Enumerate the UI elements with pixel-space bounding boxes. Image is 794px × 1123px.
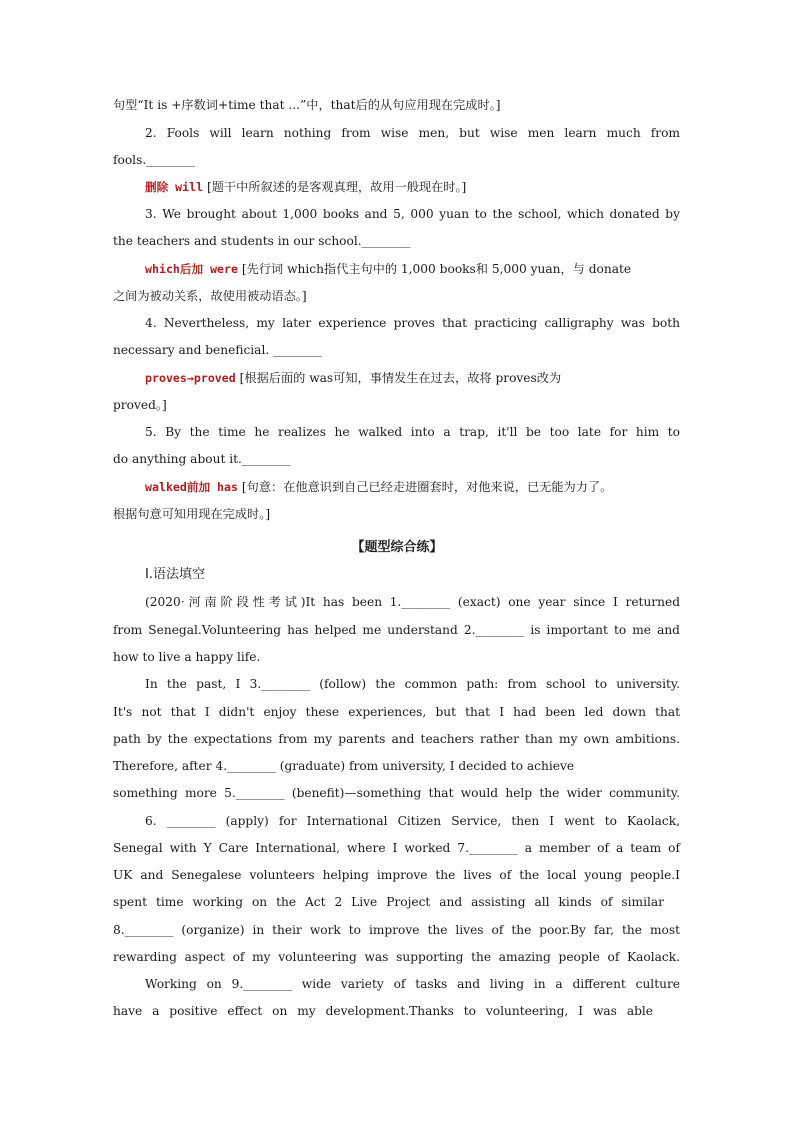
- passage-line: spent time working on the Act 2 Live Project and assisting all kinds of similar: [113, 895, 664, 909]
- answer-3-line: [145, 259, 631, 279]
- question-3-line: the teachers and students in our school.________: [113, 234, 411, 248]
- passage-line: 8.________ (organize) in their work to improve the lives of the poor.By far, the most: [113, 923, 680, 937]
- explanation-5-line: 根据句意可知用现在完成时。]: [113, 507, 271, 521]
- question-4-line: 4. Nevertheless, my later experience proves that practicing calligraphy was both: [145, 316, 680, 330]
- question-2-line: fools.________: [113, 153, 195, 167]
- question-5-line: do anything about it.________: [113, 452, 291, 466]
- answer-5-line: [145, 477, 612, 497]
- passage-line: UK and Senegalese volunteers helping improve the lives of the local young people.I: [113, 868, 680, 882]
- passage-line: have a positive effect on my development.Thanks to volunteering, I was able: [113, 1004, 653, 1018]
- answer-2-line: [145, 177, 466, 197]
- explanation-3: [先行词 which指代主句中的 1,000 books和 5,000 yuan，与 donate: [241, 262, 632, 276]
- answer-4-line: [145, 368, 561, 388]
- passage-line: Therefore, after 4.________ (graduate) from university, I decided to achieve: [113, 759, 575, 773]
- explanation-4: [根据后面的 was可知，事情发生在过去，故将 proves改为: [239, 371, 562, 385]
- passage-line: It's not that I didn't enjoy these experiences, but that I had been led down that: [113, 705, 680, 719]
- explanation-2: [题干中所叙述的是客观真理，故用一般现在时。]: [206, 180, 467, 194]
- question-3-line: 3. We brought about 1,000 books and 5, 000 yuan to the school, which donated by: [145, 207, 680, 221]
- passage-line: how to live a happy life.: [113, 650, 261, 664]
- answer-5: walked前加 has: [145, 480, 238, 494]
- section-title: Ⅰ.语法填空: [145, 567, 205, 582]
- passage-line: Working on 9.________ wide variety of tasks and living in a different culture: [145, 977, 680, 991]
- passage-line: Senegal with Y Care International, where I worked 7.________ a member of a team of: [113, 841, 680, 855]
- passage-line: something more 5.________ (benefit)—something that would help the wider community.: [113, 786, 680, 800]
- answer-2: 删除 will: [145, 180, 204, 194]
- explanation-3-line: 之间为被动关系，故使用被动语态。]: [113, 289, 307, 303]
- passage-line: rewarding aspect of my volunteering was supporting the amazing people of Kaolack.: [113, 950, 680, 964]
- explanation-4-line: proved。]: [113, 398, 167, 412]
- passage-line: In the past, I 3.________ (follow) the common path: from school to university.: [145, 677, 680, 691]
- section-heading: 【题型综合练】: [351, 540, 443, 555]
- answer-4: proves→proved: [145, 371, 236, 385]
- question-4-line: necessary and beneficial. ________: [113, 343, 322, 357]
- passage-line: from Senegal.Volunteering has helped me understand 2.________ is important to me and: [113, 623, 680, 637]
- question-2-line: 2. Fools will learn nothing from wise men, but wise men learn much from: [145, 126, 680, 140]
- explanation-line: 句型“It is +序数词+time that ...”中，that后的从句应用现在完成时。]: [113, 98, 501, 112]
- question-5-line: 5. By the time he realizes he walked into a trap, it'll be too late for him to: [145, 425, 680, 439]
- answer-3: which后加 were: [145, 262, 238, 276]
- passage-line: (2020·河南阶段性考试)It has been 1.________ (exact) one year since I returned: [145, 595, 680, 609]
- explanation-5: [句意：在他意识到自己已经走进圈套时，对他来说，已无能为力了。: [241, 480, 613, 494]
- passage-line: path by the expectations from my parents and teachers rather than my own ambitions.: [113, 732, 680, 746]
- passage-line: 6. ________ (apply) for International Citizen Service, then I went to Kaolack,: [145, 814, 680, 828]
